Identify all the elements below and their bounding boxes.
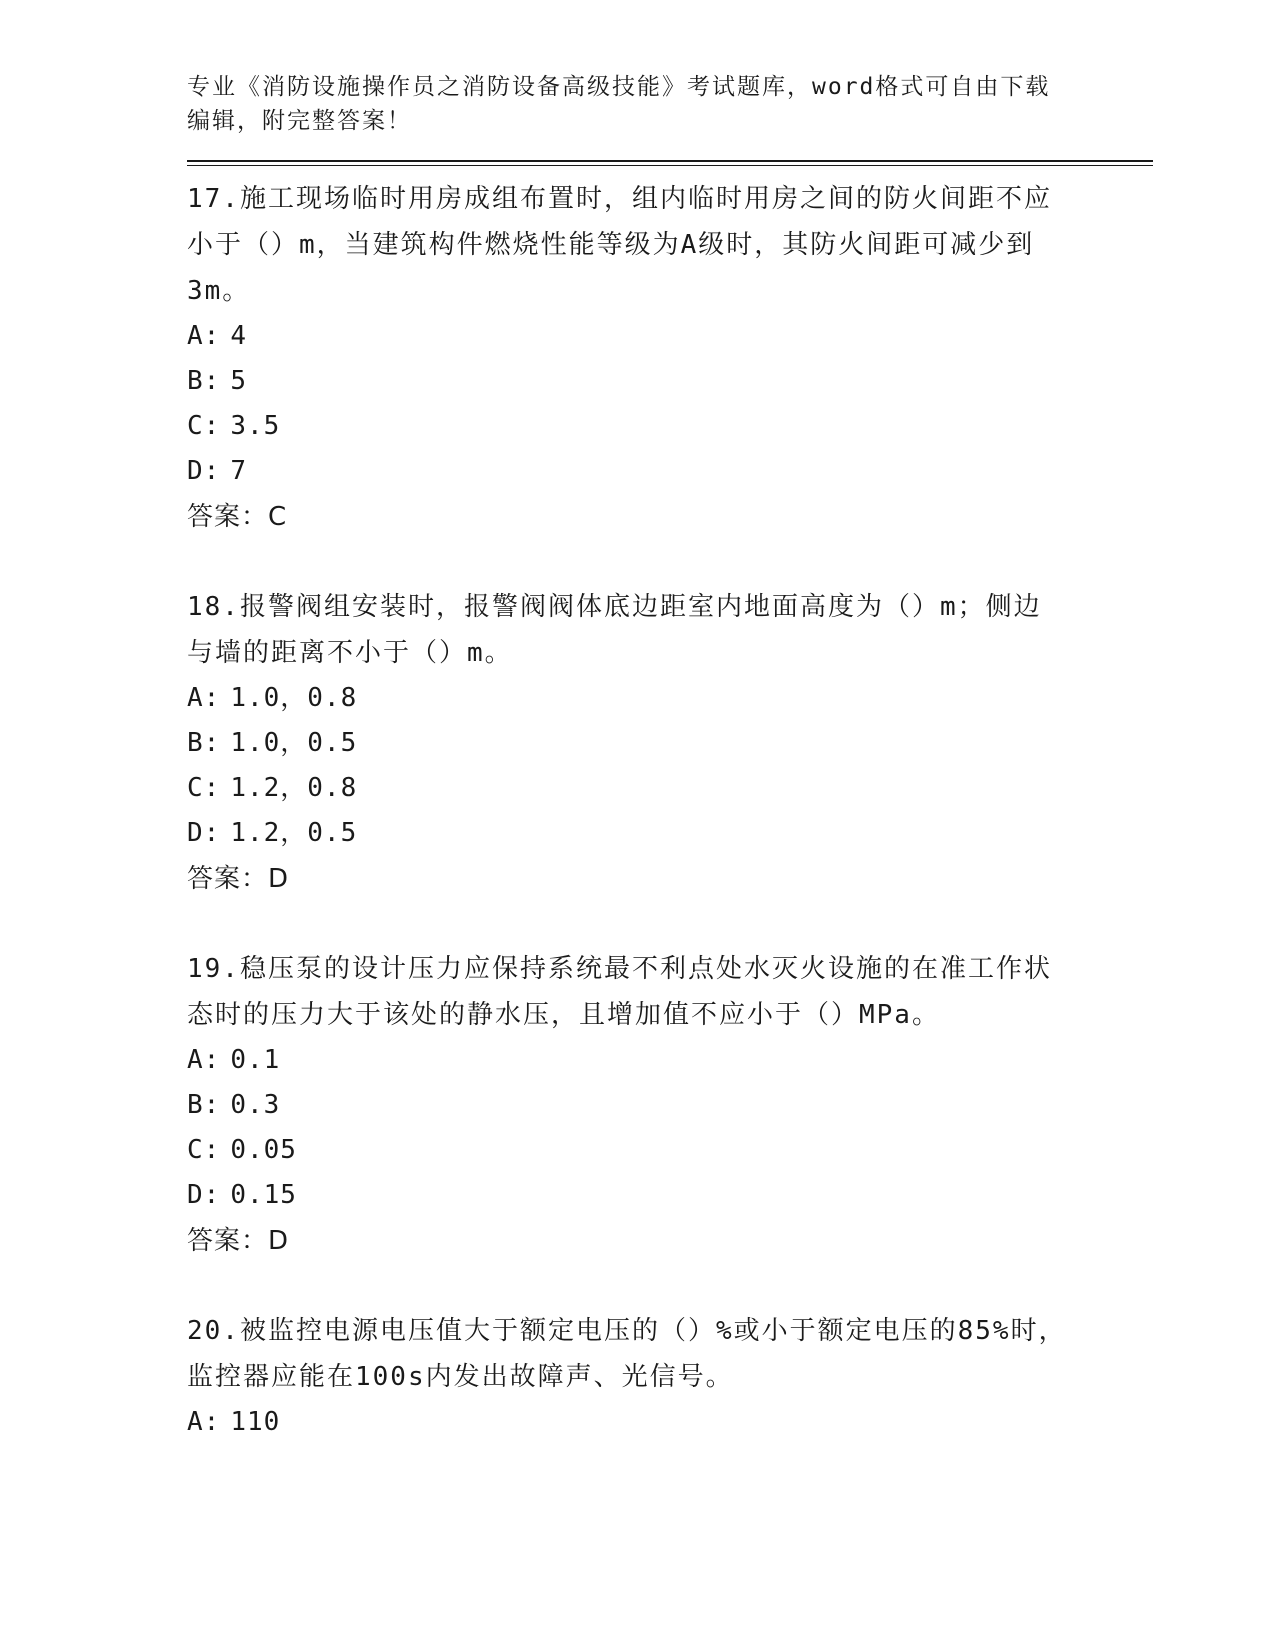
option-text: 7	[230, 456, 247, 486]
option-separator: :	[203, 321, 221, 351]
answer-line: 答案：C	[187, 502, 288, 532]
answer-line: 答案：D	[187, 1226, 290, 1256]
option-d	[187, 811, 1153, 856]
option-separator: :	[203, 1090, 221, 1120]
option-a	[187, 1038, 1153, 1083]
option-key: A	[187, 1407, 204, 1437]
divider-thin-line	[187, 165, 1153, 166]
question-stem: 19.稳压泵的设计压力应保持系统最不利点处水灭火设施的在准工作状态时的压力大于该处的静水压，且增加值不应小于（）MPa。	[187, 954, 1052, 1030]
option-a	[187, 314, 1153, 359]
option-text: 0.05	[230, 1135, 297, 1165]
option-key: A	[187, 321, 204, 351]
option-list	[187, 676, 1153, 856]
option-separator: :	[203, 1407, 221, 1437]
option-separator: :	[203, 1045, 221, 1075]
option-text: 1.2，0.8	[230, 773, 358, 803]
option-text: 5	[230, 366, 247, 396]
option-text: 0.15	[230, 1180, 297, 1210]
option-d	[187, 449, 1153, 494]
option-key: C	[187, 1135, 204, 1165]
option-a	[187, 676, 1153, 721]
option-separator: :	[203, 683, 221, 713]
option-key: B	[187, 366, 204, 396]
option-separator: :	[203, 366, 221, 396]
document-header: 专业《消防设施操作员之消防设备高级技能》考试题库，word格式可自由下载编辑，附完整答案！	[187, 74, 1051, 134]
option-separator: :	[203, 818, 221, 848]
option-a	[187, 1400, 1153, 1445]
question-stem: 18.报警阀组安装时，报警阀阀体底边距室内地面高度为（）m；侧边与墙的距离不小于（）m。	[187, 592, 1042, 668]
option-key: A	[187, 683, 204, 713]
option-separator: :	[203, 1180, 221, 1210]
question-20	[187, 1308, 1153, 1445]
option-c	[187, 404, 1153, 449]
option-key: D	[187, 456, 204, 486]
option-text: 110	[230, 1407, 281, 1437]
question-19	[187, 946, 1153, 1264]
option-key: D	[187, 1180, 204, 1210]
option-text: 0.3	[230, 1090, 281, 1120]
option-list	[187, 1400, 1153, 1445]
option-b	[187, 1083, 1153, 1128]
option-key: C	[187, 411, 204, 441]
option-b	[187, 721, 1153, 766]
option-key: B	[187, 728, 204, 758]
question-stem: 17.施工现场临时用房成组布置时，组内临时用房之间的防火间距不应小于（）m，当建筑构件燃烧性能等级为A级时，其防火间距可减少到3m。	[187, 184, 1052, 306]
option-text: 0.1	[230, 1045, 281, 1075]
question-17	[187, 176, 1153, 540]
answer-line: 答案：D	[187, 864, 290, 894]
option-list	[187, 1038, 1153, 1218]
option-separator: :	[203, 411, 221, 441]
divider-thick-line	[187, 160, 1153, 162]
option-c	[187, 766, 1153, 811]
option-key: A	[187, 1045, 204, 1075]
option-separator: :	[203, 456, 221, 486]
document-page	[187, 70, 1153, 1445]
option-list	[187, 314, 1153, 494]
option-text: 1.0，0.8	[230, 683, 358, 713]
option-text: 4	[230, 321, 247, 351]
option-text: 3.5	[230, 411, 281, 441]
option-text: 1.2，0.5	[230, 818, 358, 848]
question-spacer	[187, 1264, 1153, 1308]
option-c	[187, 1128, 1153, 1173]
option-separator: :	[203, 1135, 221, 1165]
question-18	[187, 584, 1153, 902]
question-spacer	[187, 540, 1153, 584]
option-key: B	[187, 1090, 204, 1120]
option-key: C	[187, 773, 204, 803]
header-divider	[187, 160, 1153, 166]
option-b	[187, 359, 1153, 404]
option-d	[187, 1173, 1153, 1218]
option-separator: :	[203, 728, 221, 758]
option-separator: :	[203, 773, 221, 803]
option-text: 1.0，0.5	[230, 728, 358, 758]
question-spacer	[187, 902, 1153, 946]
question-stem: 20.被监控电源电压值大于额定电压的（）%或小于额定电压的85%时，监控器应能在100s内发出故障声、光信号。	[187, 1316, 1067, 1392]
option-key: D	[187, 818, 204, 848]
